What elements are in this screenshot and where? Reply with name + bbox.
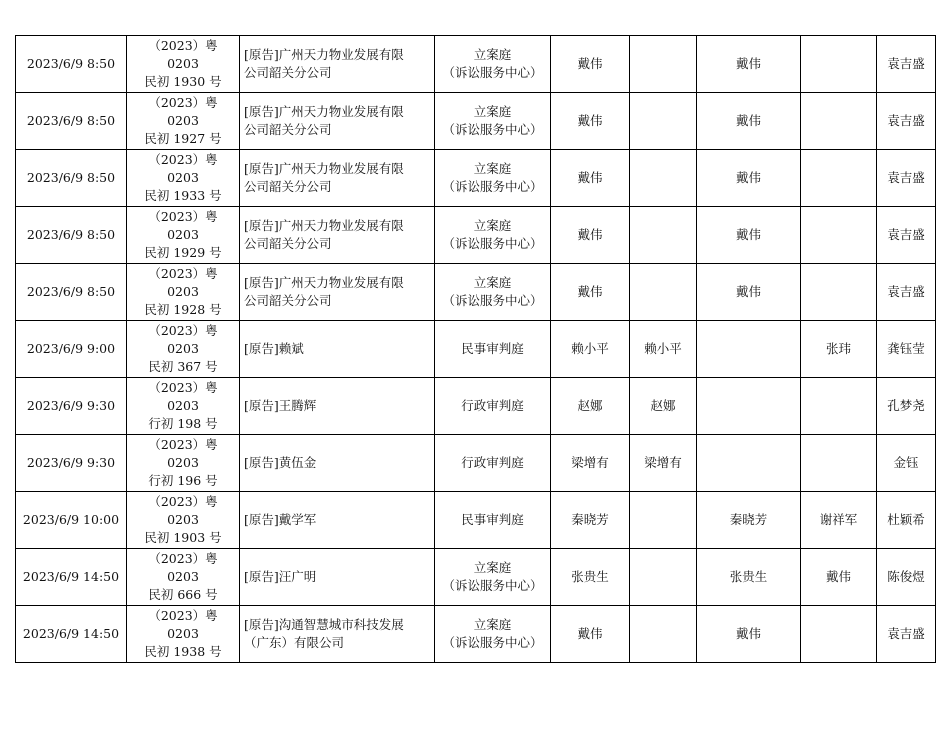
judge-cell: 张贵生: [551, 549, 630, 606]
judge-cell: 赖小平: [551, 321, 630, 378]
presiding-judge-cell: 梁增有: [630, 435, 697, 492]
case-number-cell: [127, 321, 240, 378]
table-row: [16, 378, 936, 435]
hearing-schedule-table: [15, 35, 936, 663]
clerk-cell: 袁吉盛: [877, 93, 936, 150]
court-division-cell: [435, 435, 551, 492]
presiding-judge-cell: [630, 492, 697, 549]
undertaking-judge-cell: 戴伟: [697, 606, 801, 663]
court-division-cell-line: （诉讼服务中心）: [442, 65, 543, 80]
presiding-judge-cell: [630, 264, 697, 321]
presiding-judge-cell: [630, 549, 697, 606]
party-cell-line: 公司韶关分公司: [244, 122, 332, 137]
case-number-cell: [127, 93, 240, 150]
case-number-cell-line: 民初 1933 号: [144, 188, 222, 203]
court-division-cell-line: 民事审判庭: [461, 512, 524, 527]
case-number-cell: [127, 36, 240, 93]
party-cell: [240, 207, 435, 264]
judge-cell: 戴伟: [551, 264, 630, 321]
table-row: [16, 606, 936, 663]
party-cell: [240, 378, 435, 435]
clerk-cell: 袁吉盛: [877, 606, 936, 663]
court-division-cell-line: 立案庭: [473, 47, 512, 62]
judge-cell: 戴伟: [551, 606, 630, 663]
court-division-cell-line: 行政审判庭: [461, 398, 524, 413]
court-division-cell-line: （诉讼服务中心）: [442, 122, 543, 137]
clerk-cell: 陈俊煜: [877, 549, 936, 606]
judge-cell: 赵娜: [551, 378, 630, 435]
assessor-cell: [801, 36, 877, 93]
judge-cell: 戴伟: [551, 36, 630, 93]
assessor-cell: 张玮: [801, 321, 877, 378]
case-number-cell-line: 民初 1927 号: [144, 131, 222, 146]
hearing-time-cell: 2023/6/9 8:50: [16, 36, 127, 93]
court-division-cell: [435, 36, 551, 93]
table-row: [16, 549, 936, 606]
party-cell: [240, 150, 435, 207]
hearing-time-cell: 2023/6/9 8:50: [16, 264, 127, 321]
presiding-judge-cell: 赖小平: [630, 321, 697, 378]
clerk-cell: 金钰: [877, 435, 936, 492]
court-division-cell: [435, 492, 551, 549]
court-division-cell: [435, 321, 551, 378]
presiding-judge-cell: [630, 36, 697, 93]
court-division-cell-line: （诉讼服务中心）: [442, 293, 543, 308]
undertaking-judge-cell: 戴伟: [697, 93, 801, 150]
party-cell: [240, 549, 435, 606]
case-number-cell-line: （2023）粤 0203: [148, 152, 218, 185]
table-row: [16, 150, 936, 207]
assessor-cell: [801, 207, 877, 264]
clerk-cell: 杜颖希: [877, 492, 936, 549]
party-cell: [240, 36, 435, 93]
party-cell-line: [原告]戴学军: [244, 512, 317, 527]
case-number-cell-line: 民初 666 号: [148, 587, 218, 602]
party-cell-line: [原告]沟通智慧城市科技发展: [244, 617, 404, 632]
party-cell-line: 公司韶关分公司: [244, 236, 332, 251]
case-number-cell-line: （2023）粤 0203: [148, 494, 218, 527]
undertaking-judge-cell: 戴伟: [697, 264, 801, 321]
undertaking-judge-cell: 戴伟: [697, 150, 801, 207]
presiding-judge-cell: [630, 606, 697, 663]
assessor-cell: [801, 606, 877, 663]
party-cell: [240, 264, 435, 321]
case-number-cell: [127, 207, 240, 264]
judge-cell: 戴伟: [551, 93, 630, 150]
case-number-cell-line: 民初 1903 号: [144, 530, 222, 545]
party-cell-line: [原告]赖斌: [244, 341, 304, 356]
judge-cell: 秦晓芳: [551, 492, 630, 549]
undertaking-judge-cell: 戴伟: [697, 36, 801, 93]
assessor-cell: [801, 378, 877, 435]
hearing-time-cell: 2023/6/9 8:50: [16, 93, 127, 150]
assessor-cell: 戴伟: [801, 549, 877, 606]
party-cell: [240, 606, 435, 663]
case-number-cell: [127, 549, 240, 606]
undertaking-judge-cell: [697, 435, 801, 492]
party-cell-line: （广东）有限公司: [244, 635, 345, 650]
court-division-cell: [435, 549, 551, 606]
court-division-cell-line: 立案庭: [473, 617, 512, 632]
hearing-time-cell: 2023/6/9 9:30: [16, 378, 127, 435]
case-number-cell: [127, 606, 240, 663]
undertaking-judge-cell: 戴伟: [697, 207, 801, 264]
case-number-cell-line: 民初 1930 号: [144, 74, 222, 89]
clerk-cell: 孔梦尧: [877, 378, 936, 435]
court-division-cell-line: 立案庭: [473, 104, 512, 119]
party-cell-line: [原告]广州天力物业发展有限: [244, 275, 404, 290]
undertaking-judge-cell: 秦晓芳: [697, 492, 801, 549]
hearing-time-cell: 2023/6/9 8:50: [16, 207, 127, 264]
court-division-cell-line: （诉讼服务中心）: [442, 578, 543, 593]
case-number-cell-line: 民初 1928 号: [144, 302, 222, 317]
court-division-cell-line: 行政审判庭: [461, 455, 524, 470]
hearing-time-cell: 2023/6/9 14:50: [16, 549, 127, 606]
party-cell-line: [原告]汪广明: [244, 569, 317, 584]
table-row: [16, 492, 936, 549]
party-cell-line: [原告]广州天力物业发展有限: [244, 218, 404, 233]
party-cell-line: 公司韶关分公司: [244, 293, 332, 308]
case-number-cell-line: 民初 1938 号: [144, 644, 222, 659]
court-division-cell-line: 立案庭: [473, 161, 512, 176]
party-cell-line: [原告]黄伍金: [244, 455, 317, 470]
table-row: [16, 321, 936, 378]
case-number-cell-line: （2023）粤 0203: [148, 209, 218, 242]
case-number-cell: [127, 264, 240, 321]
judge-cell: 戴伟: [551, 150, 630, 207]
case-number-cell: [127, 150, 240, 207]
court-division-cell-line: （诉讼服务中心）: [442, 635, 543, 650]
case-number-cell-line: 行初 198 号: [148, 416, 218, 431]
court-division-cell-line: 立案庭: [473, 560, 512, 575]
court-division-cell: [435, 378, 551, 435]
case-number-cell-line: （2023）粤 0203: [148, 266, 218, 299]
party-cell-line: [原告]广州天力物业发展有限: [244, 47, 404, 62]
assessor-cell: [801, 150, 877, 207]
case-number-cell-line: （2023）粤 0203: [148, 437, 218, 470]
table-row: [16, 264, 936, 321]
case-number-cell: [127, 492, 240, 549]
hearing-time-cell: 2023/6/9 14:50: [16, 606, 127, 663]
party-cell-line: [原告]广州天力物业发展有限: [244, 161, 404, 176]
case-number-cell-line: 民初 367 号: [148, 359, 218, 374]
party-cell: [240, 321, 435, 378]
hearing-time-cell: 2023/6/9 8:50: [16, 150, 127, 207]
assessor-cell: [801, 264, 877, 321]
clerk-cell: 袁吉盛: [877, 264, 936, 321]
presiding-judge-cell: [630, 207, 697, 264]
court-division-cell-line: 立案庭: [473, 275, 512, 290]
clerk-cell: 袁吉盛: [877, 36, 936, 93]
case-number-cell-line: （2023）粤 0203: [148, 551, 218, 584]
case-number-cell: [127, 378, 240, 435]
court-division-cell: [435, 150, 551, 207]
clerk-cell: 龚钰莹: [877, 321, 936, 378]
presiding-judge-cell: [630, 150, 697, 207]
court-division-cell: [435, 93, 551, 150]
case-number-cell-line: （2023）粤 0203: [148, 380, 218, 413]
hearing-time-cell: 2023/6/9 9:00: [16, 321, 127, 378]
table-row: [16, 207, 936, 264]
case-number-cell-line: 民初 1929 号: [144, 245, 222, 260]
hearing-time-cell: 2023/6/9 9:30: [16, 435, 127, 492]
hearing-time-cell: 2023/6/9 10:00: [16, 492, 127, 549]
presiding-judge-cell: [630, 93, 697, 150]
table-row: [16, 36, 936, 93]
party-cell-line: [原告]广州天力物业发展有限: [244, 104, 404, 119]
judge-cell: 戴伟: [551, 207, 630, 264]
party-cell-line: 公司韶关分公司: [244, 179, 332, 194]
undertaking-judge-cell: 张贵生: [697, 549, 801, 606]
court-division-cell: [435, 606, 551, 663]
case-number-cell-line: （2023）粤 0203: [148, 608, 218, 641]
assessor-cell: [801, 435, 877, 492]
case-number-cell-line: （2023）粤 0203: [148, 95, 218, 128]
clerk-cell: 袁吉盛: [877, 207, 936, 264]
court-division-cell-line: （诉讼服务中心）: [442, 236, 543, 251]
court-division-cell: [435, 207, 551, 264]
table-row: [16, 435, 936, 492]
party-cell-line: 公司韶关分公司: [244, 65, 332, 80]
clerk-cell: 袁吉盛: [877, 150, 936, 207]
court-division-cell: [435, 264, 551, 321]
party-cell-line: [原告]王腾辉: [244, 398, 317, 413]
case-number-cell-line: （2023）粤 0203: [148, 323, 218, 356]
undertaking-judge-cell: [697, 321, 801, 378]
judge-cell: 梁增有: [551, 435, 630, 492]
case-number-cell-line: 行初 196 号: [148, 473, 218, 488]
party-cell: [240, 93, 435, 150]
party-cell: [240, 435, 435, 492]
court-division-cell-line: 民事审判庭: [461, 341, 524, 356]
presiding-judge-cell: 赵娜: [630, 378, 697, 435]
undertaking-judge-cell: [697, 378, 801, 435]
court-division-cell-line: 立案庭: [473, 218, 512, 233]
court-division-cell-line: （诉讼服务中心）: [442, 179, 543, 194]
case-number-cell: [127, 435, 240, 492]
case-number-cell-line: （2023）粤 0203: [148, 38, 218, 71]
assessor-cell: 谢祥军: [801, 492, 877, 549]
table-row: [16, 93, 936, 150]
party-cell: [240, 492, 435, 549]
assessor-cell: [801, 93, 877, 150]
